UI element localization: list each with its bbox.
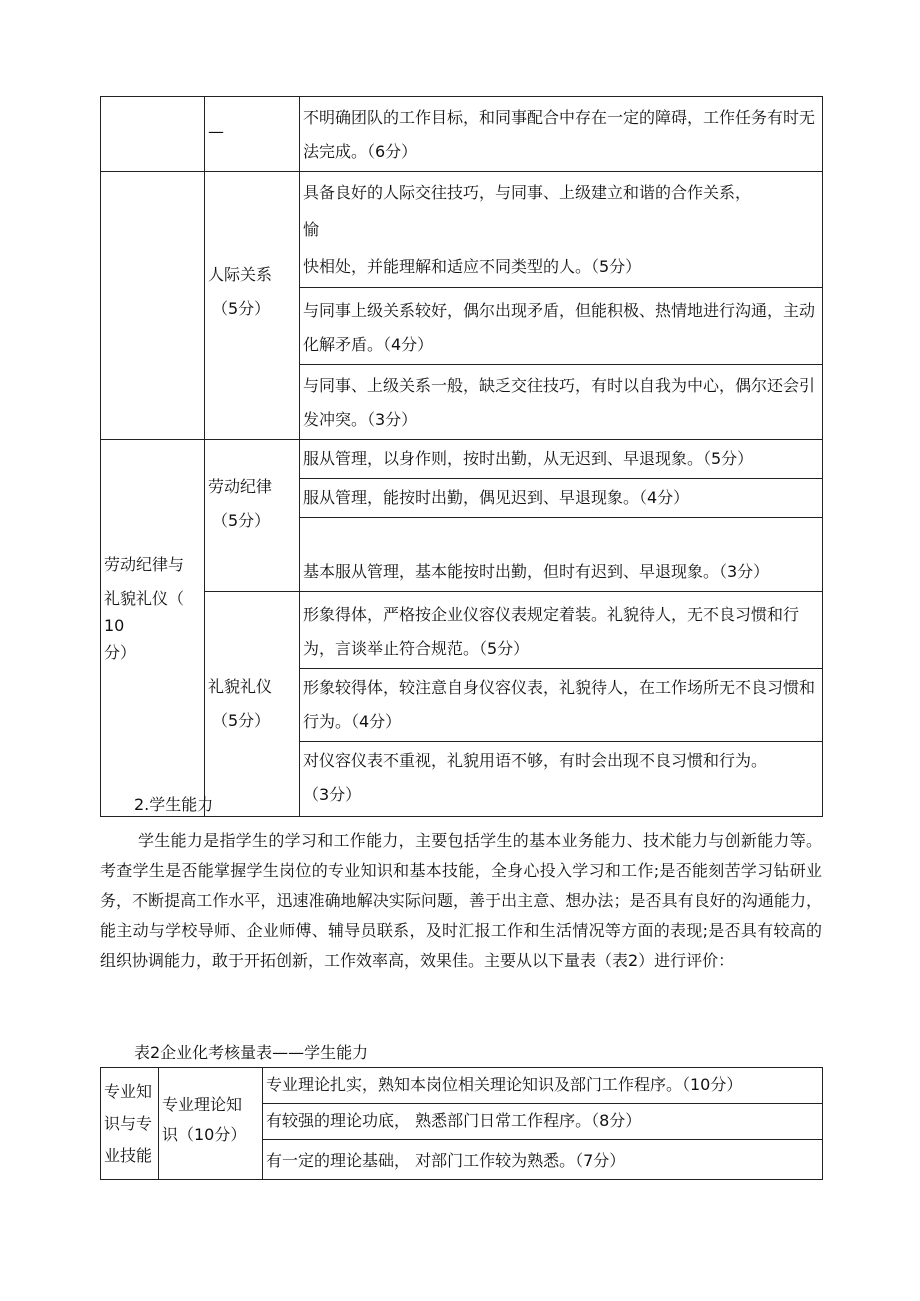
criterion-line: 愉 bbox=[303, 220, 320, 239]
criterion-line: 对仪容仪表不重视，礼貌用语不够，有时会出现不良习惯和行为。 bbox=[303, 751, 768, 770]
criterion-cell bbox=[300, 172, 823, 288]
section-heading: 2.学生能力 bbox=[134, 795, 214, 814]
subcategory-score: （5分） bbox=[212, 299, 271, 318]
criterion-cell: 有较强的理论功底， 熟悉部门日常工作程序。（8分） bbox=[263, 1104, 823, 1140]
criterion-cell: 服从管理，以身作则，按时出勤，从无迟到、早退现象。（5分） bbox=[300, 440, 823, 479]
criterion-line: 具备良好的人际交往技巧，与同事、上级建立和谐的合作关系， bbox=[303, 183, 752, 202]
criterion-cell: 与同事上级关系较好，偶尔出现矛盾，但能积极、热情地进行沟通，主动化解矛盾。（4分） bbox=[300, 288, 823, 365]
subcategory-etiquette bbox=[205, 592, 300, 817]
subcategory-title: 劳动纪律 bbox=[208, 477, 273, 496]
criterion-cell bbox=[300, 742, 823, 817]
category-line: 礼貌礼仪（ bbox=[104, 589, 185, 608]
evaluation-table-1 bbox=[100, 96, 823, 817]
subcategory-theory-knowledge bbox=[159, 1068, 263, 1180]
subcategory-line: 识（10分） bbox=[162, 1125, 247, 1144]
subcategory-title: 人际关系 bbox=[208, 265, 273, 284]
criterion-cell: 不明确团队的工作目标，和同事配合中存在一定的障碍，工作任务有时无法完成。（6分） bbox=[300, 97, 823, 172]
criterion-cell: 基本服从管理，基本能按时出勤，但时有迟到、早退现象。（3分） bbox=[300, 518, 823, 592]
criterion-cell: 形象得体，严格按企业仪容仪表规定着装。礼貌待人，无不良习惯和行为，言谈举止符合规范。（5分） bbox=[300, 592, 823, 669]
criterion-cell: 与同事、上级关系一般，缺乏交往技巧，有时以自我为中心，偶尔还会引发冲突。（3分） bbox=[300, 365, 823, 440]
blank-category-cell bbox=[101, 97, 205, 172]
criterion-cell: 专业理论扎实，熟知本岗位相关理论知识及部门工作程序。（10分） bbox=[263, 1068, 823, 1104]
criterion-cell: 形象较得体，较注意自身仪容仪表，礼貌待人，在工作场所无不良习惯和行为。（4分） bbox=[300, 669, 823, 742]
subcategory-score: （5分） bbox=[212, 711, 271, 730]
category-line: 业技能 bbox=[104, 1146, 153, 1165]
subcategory-interpersonal bbox=[205, 172, 300, 440]
body-paragraph: 学生能力是指学生的学习和工作能力，主要包括学生的基本业务能力、技术能力与创新能力等。考查学生是否能掌握学生岗位的专业知识和基本技能，全身心投入学习和工作;是否能刻苦学习钻研业务，不断提高工作水平，迅速准确地解决实际问题，善于出主意、想办法；是否具有良好的沟通能力，能主动与学校导师、企业师傅、辅导员联系，及时汇报工作和生活情况等方面的表现;是否具有较高的组织协调能力，敢于开拓创新，工作效率高，效果佳。主要从以下量表（表2）进行评价： bbox=[100, 831, 822, 970]
category-line: 识与专 bbox=[104, 1114, 153, 1133]
criterion-line: 快相处，并能理解和适应不同类型的人。（5分） bbox=[303, 257, 642, 276]
subcategory-line: 专业理论知 bbox=[162, 1095, 243, 1114]
category-professional-knowledge bbox=[101, 1068, 159, 1180]
category-line: 10 bbox=[104, 616, 125, 635]
criterion-line: （3分） bbox=[303, 785, 362, 804]
subcategory-title: 礼貌礼仪 bbox=[208, 677, 273, 696]
subcategory-discipline bbox=[205, 440, 300, 592]
dash-text: — bbox=[208, 122, 224, 141]
table-caption: 表2企业化考核量表——学生能力 bbox=[134, 1043, 369, 1062]
blank-category-cell bbox=[101, 172, 205, 440]
category-line: 劳动纪律与 bbox=[104, 555, 185, 574]
category-line: 分） bbox=[104, 643, 137, 662]
subcategory-score: （5分） bbox=[212, 511, 271, 530]
criterion-cell: 服从管理，能按时出勤，偶见迟到、早退现象。（4分） bbox=[300, 479, 823, 518]
category-discipline-etiquette bbox=[101, 440, 205, 817]
criterion-cell: 有一定的理论基础， 对部门工作较为熟悉。（7分） bbox=[263, 1140, 823, 1180]
category-line: 专业知 bbox=[104, 1082, 153, 1101]
evaluation-table-2 bbox=[100, 1067, 823, 1180]
subcategory-dash bbox=[205, 97, 300, 172]
